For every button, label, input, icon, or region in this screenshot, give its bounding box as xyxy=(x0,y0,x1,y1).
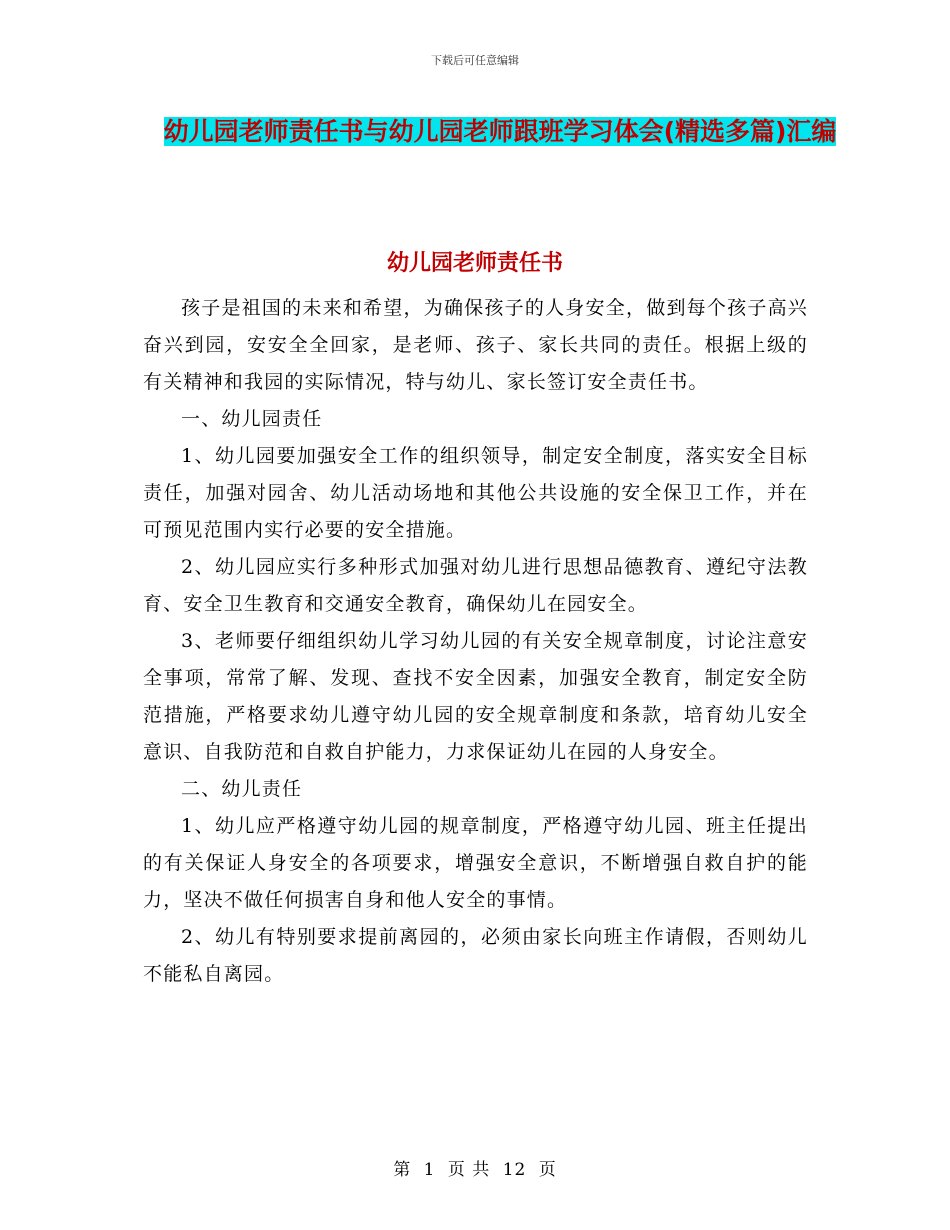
footer-suffix: 页 xyxy=(538,1160,557,1180)
footer-page-number: 1 xyxy=(423,1160,436,1180)
paragraph: 2、幼儿园应实行多种形式加强对幼儿进行思想品德教育、遵纪守法教育、安全卫生教育和交通安全教育，确保幼儿在园安全。 xyxy=(143,556,808,615)
paragraph: 二、幼儿责任 xyxy=(181,778,303,800)
page-footer xyxy=(0,1155,950,1180)
paragraph: 1、幼儿园要加强安全工作的组织领导，制定安全制度，落实安全目标责任，加强对园舍、幼儿活动场地和其他公共设施的安全保卫工作，并在可预见范围内实行必要的安全措施。 xyxy=(143,445,808,541)
document-title-text: 幼儿园老师责任书与幼儿园老师跟班学习体会(精选多篇)汇编 xyxy=(163,117,837,146)
footer-prefix: 第 xyxy=(393,1160,412,1180)
footer-total-pages: 12 xyxy=(502,1160,527,1180)
document-body xyxy=(143,290,808,993)
paragraph: 3、老师要仔细组织幼儿学习幼儿园的有关安全规章制度，讨论注意安全事项，常常了解、发现、查找不安全因素，加强安全教育，制定安全防范措施，严格要求幼儿遵守幼儿园的安全规章制度和条款，培育幼儿安全意识、自我防范和自救自护能力，力求保证幼儿在园的人身安全。 xyxy=(143,630,808,763)
paragraph: 孩子是祖国的未来和希望，为确保孩子的人身安全，做到每个孩子高兴奋兴到园，安安全全回家，是老师、孩子、家长共同的责任。根据上级的有关精神和我园的实际情况，特与幼儿、家长签订安全责任书。 xyxy=(143,297,808,393)
document-title xyxy=(150,110,850,154)
footer-mid: 页 共 xyxy=(447,1160,491,1180)
paragraph: 2、幼儿有特别要求提前离园的，必须由家长向班主作请假，否则幼儿不能私自离园。 xyxy=(143,926,808,985)
paragraph: 1、幼儿应严格遵守幼儿园的规章制度，严格遵守幼儿园、班主任提出的有关保证人身安全的各项要求，增强安全意识，不断增强自救自护的能力，坚决不做任何损害自身和他人安全的事情。 xyxy=(143,815,808,911)
section-title: 幼儿园老师责任书 xyxy=(386,251,563,276)
paragraph: 一、幼儿园责任 xyxy=(181,408,323,430)
header-note: 下载后可任意编辑 xyxy=(431,54,519,67)
